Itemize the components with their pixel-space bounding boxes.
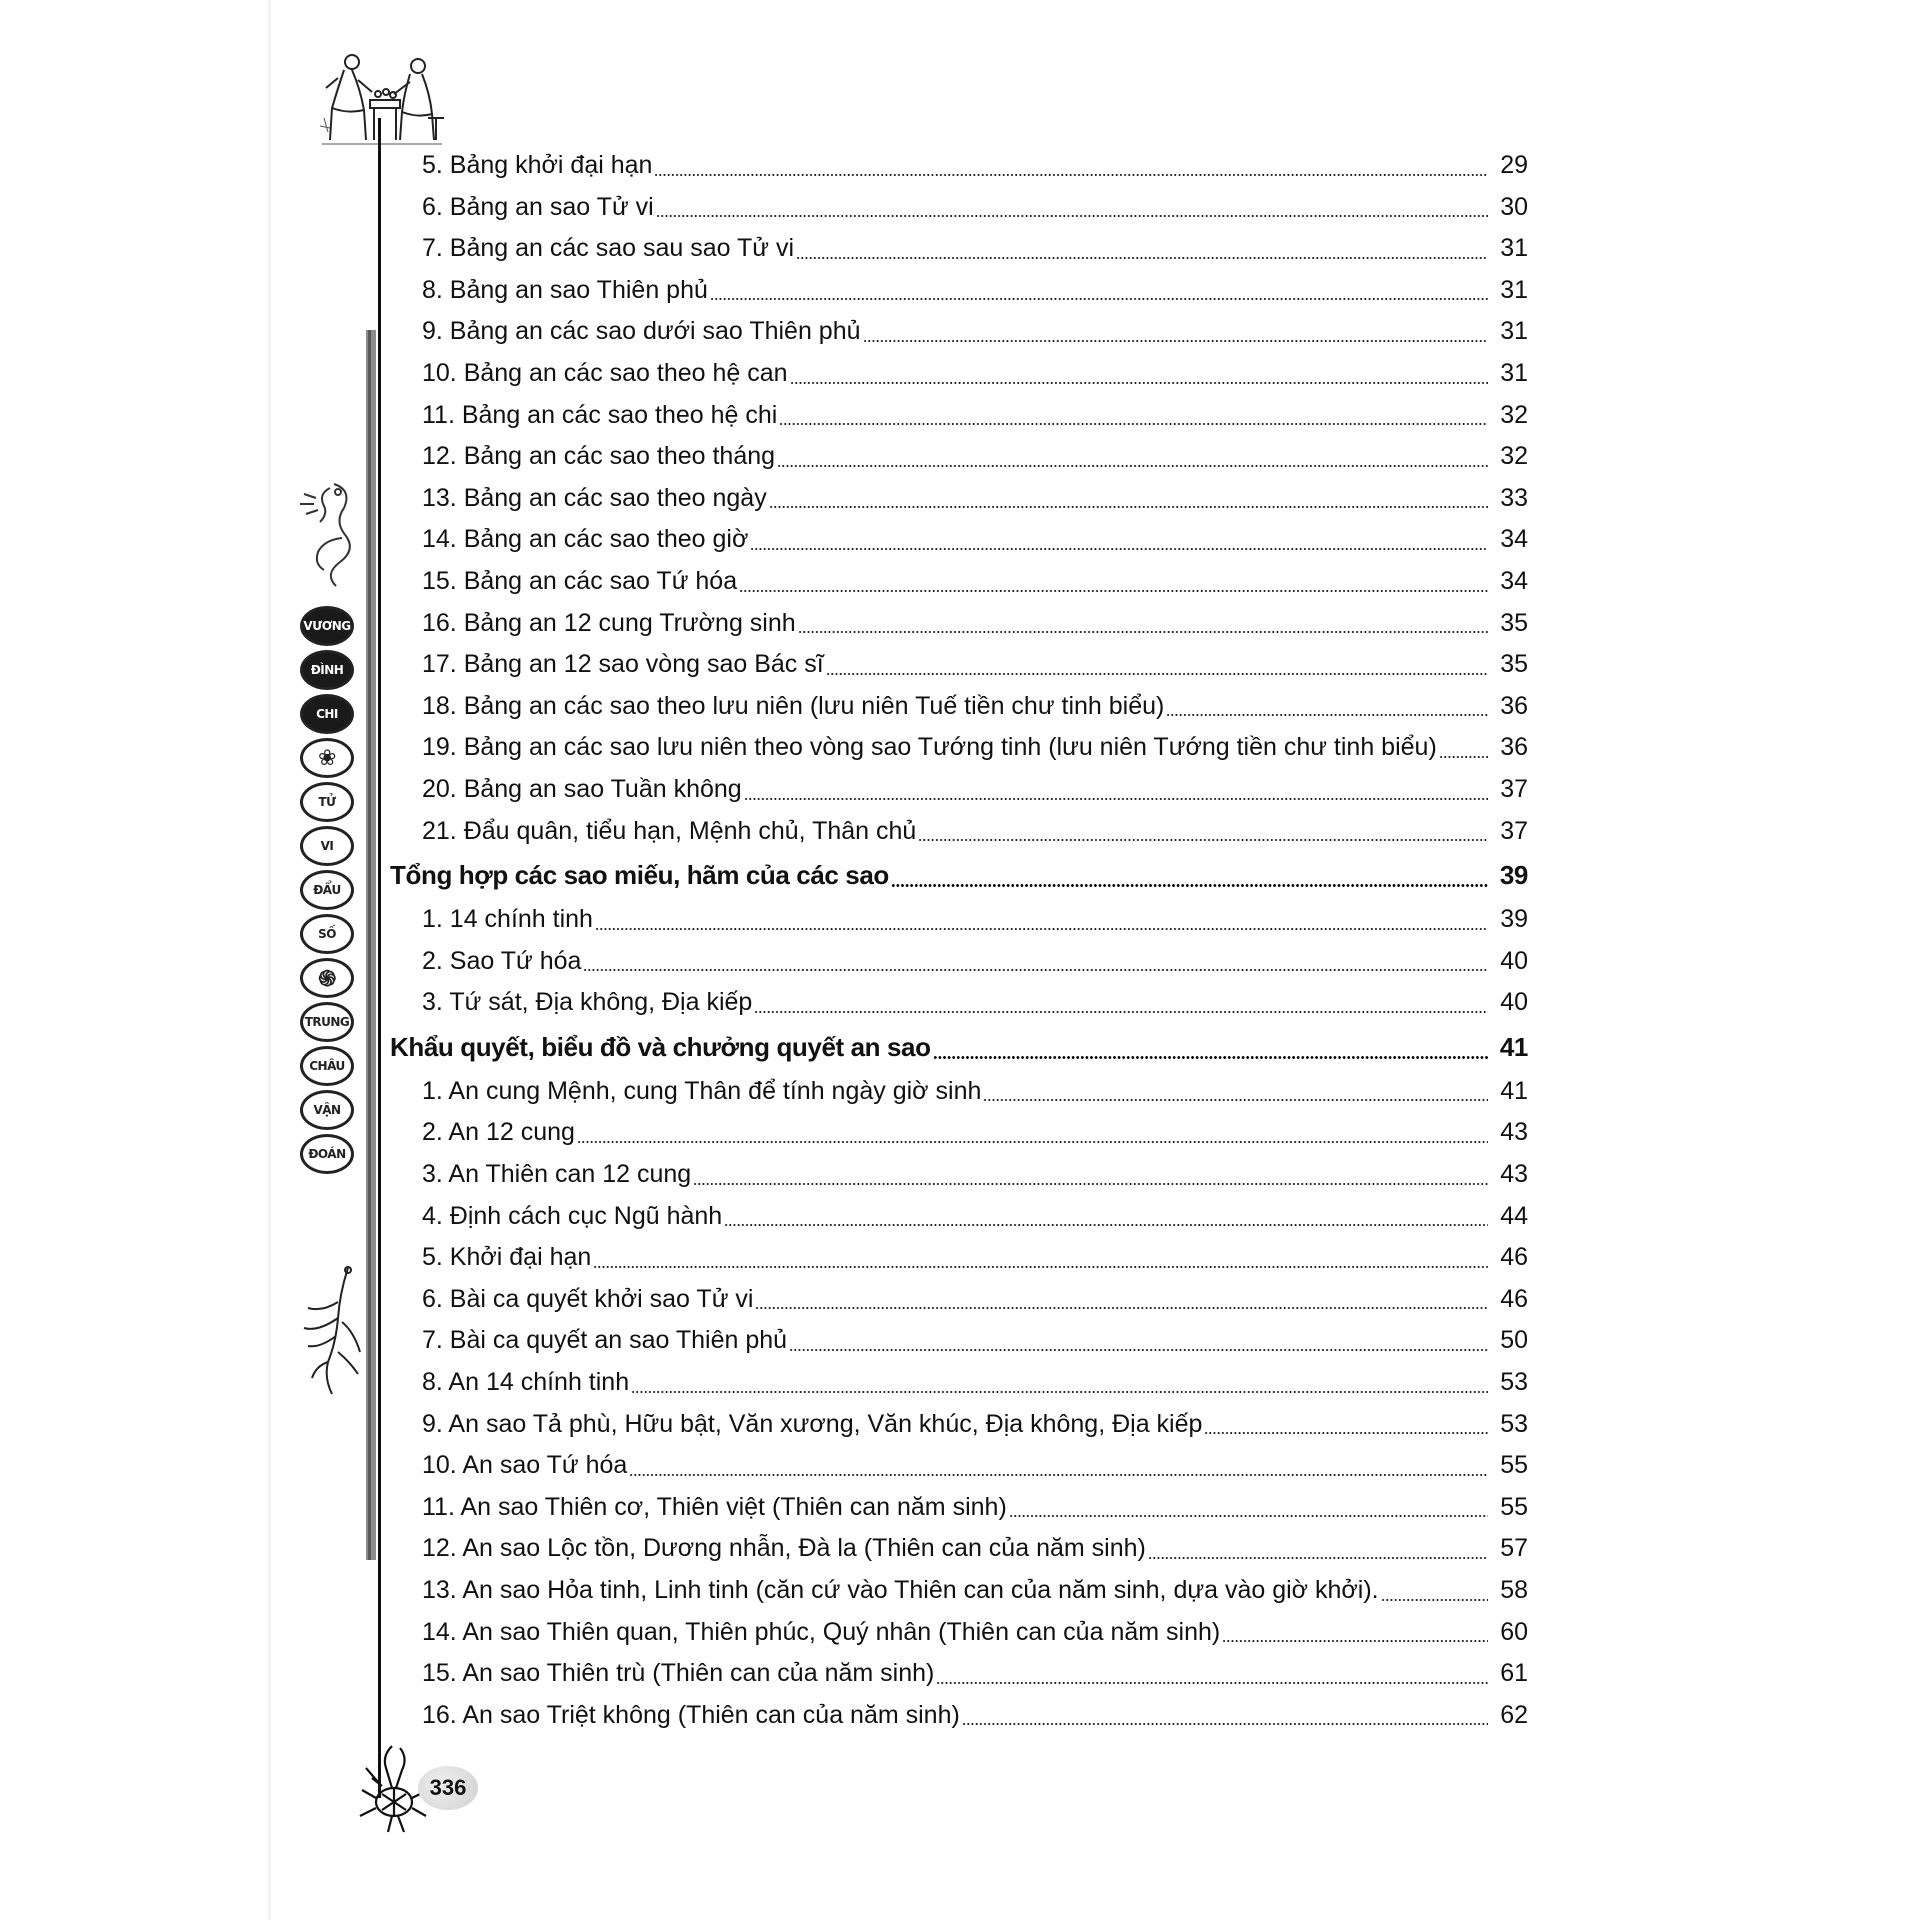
toc-entry-title: 17. Bảng an 12 sao vòng sao Bác sĩ: [422, 650, 824, 679]
dot-leader: [739, 590, 1488, 592]
sidebar-badges: [300, 606, 362, 1178]
toc-entry: [390, 1612, 1528, 1654]
toc-entry-page: 31: [1500, 317, 1528, 346]
toc-entry-page: 37: [1500, 774, 1528, 803]
dot-leader: [798, 631, 1488, 633]
sidebar-badge: ĐẨU: [300, 870, 354, 910]
toc-entry-title: 2. An 12 cung: [422, 1118, 575, 1147]
toc-entry-page: 58: [1500, 1576, 1528, 1604]
toc-entry-page: 40: [1500, 988, 1528, 1017]
toc-entry-page: 44: [1500, 1201, 1528, 1230]
toc-entry-page: 31: [1500, 234, 1528, 263]
sidebar-badge: TRUNG: [300, 1002, 354, 1042]
dot-leader: [656, 215, 1488, 217]
toc-entry-title: 18. Bảng an các sao theo lưu niên (lưu niên Tuế tiền chư tinh biểu): [422, 691, 1165, 720]
toc-entry-page: 36: [1500, 691, 1528, 720]
toc-entry-page: 37: [1500, 816, 1528, 845]
sidebar-badge: VẬN: [300, 1090, 354, 1130]
toc-entry: [390, 395, 1528, 437]
toc-entry-title: 16. Bảng an 12 cung Trường sinh: [422, 608, 796, 637]
sidebar-badge: CHÂU: [300, 1046, 354, 1086]
dragon-ornament-icon: [294, 478, 364, 590]
toc-entry: [390, 353, 1528, 395]
toc-entry: [390, 519, 1528, 561]
table-of-contents: [390, 145, 1528, 1736]
toc-entry-page: 35: [1500, 650, 1528, 679]
dot-leader: [769, 506, 1488, 508]
toc-entry-page: 55: [1500, 1451, 1528, 1480]
toc-entry: [390, 1404, 1528, 1446]
toc-entry: [390, 561, 1528, 603]
toc-entry: [390, 769, 1528, 811]
dot-leader: [826, 673, 1488, 675]
toc-entry: [390, 1445, 1528, 1487]
sidebar-badge: ĐOÁN: [300, 1134, 354, 1174]
toc-entry-title: 6. Bảng an sao Tử vi: [422, 192, 654, 221]
toc-entry: [390, 1362, 1528, 1404]
dot-leader: [750, 548, 1488, 550]
toc-entry-title: 21. Đẩu quân, tiểu hạn, Mệnh chủ, Thân chủ: [422, 816, 917, 845]
toc-entry-page: 32: [1500, 442, 1528, 471]
vertical-rule: [378, 118, 381, 1798]
toc-entry-page: 33: [1500, 483, 1528, 512]
toc-entry-page: 41: [1500, 1076, 1528, 1105]
toc-entry-title: 11. Bảng an các sao theo hệ chi: [422, 400, 778, 429]
toc-entry-page: 50: [1500, 1326, 1528, 1355]
page-number: [418, 1766, 478, 1810]
toc-entry: [390, 1112, 1528, 1154]
toc-entry-title: Tổng hợp các sao miếu, hãm của các sao: [390, 860, 889, 891]
toc-entry-title: 5. Khởi đại hạn: [422, 1243, 592, 1272]
toc-entry-page: 60: [1500, 1617, 1528, 1646]
dragon-emblem-icon: ֍: [300, 958, 354, 998]
toc-entry: [390, 899, 1528, 941]
toc-entry-title: 20. Bảng an sao Tuần không: [422, 774, 742, 803]
dot-leader: [744, 798, 1488, 800]
dot-leader: [1148, 1557, 1488, 1559]
toc-entry-page: 55: [1500, 1492, 1528, 1521]
toc-entry: [390, 1071, 1528, 1113]
dot-leader: [863, 340, 1488, 342]
toc-entry-page: 46: [1500, 1243, 1528, 1272]
toc-entry-page: 43: [1500, 1118, 1528, 1147]
toc-entry: [390, 941, 1528, 983]
toc-entry-title: 14. Bảng an các sao theo giờ: [422, 525, 749, 554]
toc-entry: [390, 1570, 1528, 1612]
toc-entry: [390, 1653, 1528, 1695]
dot-leader: [1381, 1599, 1488, 1601]
toc-entry-page: 31: [1500, 275, 1528, 304]
toc-entry-title: 10. An sao Tứ hóa: [422, 1451, 628, 1480]
dot-leader: [583, 969, 1488, 971]
dot-leader: [790, 382, 1488, 384]
toc-entry: [390, 1320, 1528, 1362]
toc-entry-title: 7. Bảng an các sao sau sao Tử vi: [422, 234, 795, 263]
toc-entry: [390, 228, 1528, 270]
toc-entry-title: 13. Bảng an các sao theo ngày: [422, 483, 767, 512]
toc-entry-page: 53: [1500, 1409, 1528, 1438]
toc-entry-title: 12. An sao Lộc tồn, Dương nhẫn, Đà la (Thiên can của năm sinh): [422, 1534, 1146, 1563]
toc-entry: [390, 1154, 1528, 1196]
toc-entry-title: 15. An sao Thiên trù (Thiên can của năm sinh): [422, 1659, 935, 1688]
dot-leader: [789, 1349, 1488, 1351]
toc-entry-title: 15. Bảng an các sao Tứ hóa: [422, 566, 738, 595]
toc-entry-page: 53: [1500, 1368, 1528, 1397]
toc-entry-page: 39: [1500, 905, 1528, 934]
dot-leader: [777, 465, 1488, 467]
toc-entry: [390, 1528, 1528, 1570]
dot-leader: [1009, 1515, 1488, 1517]
scholars-playing-chess-icon: [318, 48, 446, 148]
toc-section-heading: [390, 1024, 1528, 1071]
toc-entry-title: 12. Bảng an các sao theo tháng: [422, 442, 776, 471]
toc-entry-page: 29: [1500, 151, 1528, 179]
toc-entry-page: 34: [1500, 525, 1528, 554]
toc-entry-page: 46: [1500, 1284, 1528, 1313]
dot-leader: [1166, 714, 1488, 716]
sidebar-badge: VI: [300, 826, 354, 866]
toc-entry-title: 5. Bảng khởi đại hạn: [422, 151, 653, 179]
toc-entry-title: 8. An 14 chính tinh: [422, 1368, 630, 1397]
toc-entry-page: 61: [1500, 1659, 1528, 1688]
toc-entry-page: 57: [1500, 1534, 1528, 1563]
page-edge: [268, 0, 271, 1920]
dot-leader: [1204, 1432, 1488, 1434]
toc-entry: [390, 603, 1528, 645]
toc-entry: [390, 644, 1528, 686]
toc-entry-title: 6. Bài ca quyết khởi sao Tử vi: [422, 1284, 754, 1313]
dot-leader: [962, 1723, 1488, 1725]
toc-entry-title: 3. Tứ sát, Địa không, Địa kiếp: [422, 988, 753, 1017]
dot-leader: [933, 1056, 1488, 1059]
toc-entry: [390, 686, 1528, 728]
toc-entry-title: 3. An Thiên can 12 cung: [422, 1160, 692, 1189]
dot-leader: [593, 1266, 1488, 1268]
toc-entry: [390, 1279, 1528, 1321]
dot-leader: [983, 1099, 1488, 1101]
toc-entry: [390, 436, 1528, 478]
dot-leader: [891, 884, 1488, 887]
sidebar-badge: CHI: [300, 694, 354, 734]
toc-entry-title: 9. An sao Tả phù, Hữu bật, Văn xương, Văn khúc, Địa không, Địa kiếp: [422, 1409, 1203, 1438]
toc-section-heading: [390, 852, 1528, 899]
dot-leader: [1222, 1640, 1488, 1642]
toc-entry-title: 11. An sao Thiên cơ, Thiên việt (Thiên can năm sinh): [422, 1492, 1007, 1521]
phoenix-ornament-icon: [298, 1262, 368, 1402]
dot-leader: [779, 423, 1488, 425]
toc-entry-page: 30: [1500, 192, 1528, 221]
dot-leader: [629, 1474, 1488, 1476]
dot-leader: [754, 1011, 1488, 1013]
sidebar-badge: VƯƠNG: [300, 606, 354, 646]
toc-entry-title: 10. Bảng an các sao theo hệ can: [422, 358, 788, 387]
toc-entry-page: 40: [1500, 946, 1528, 975]
dot-leader: [577, 1141, 1488, 1143]
toc-entry-page: 41: [1499, 1031, 1528, 1062]
dot-leader: [755, 1307, 1488, 1309]
toc-entry-title: 13. An sao Hỏa tinh, Linh tinh (căn cứ vào Thiên can của năm sinh, dựa vào giờ khởi).: [422, 1576, 1379, 1604]
toc-entry: [390, 145, 1528, 187]
sidebar-badge: SỐ: [300, 914, 354, 954]
dot-leader: [724, 1224, 1488, 1226]
toc-entry: [390, 478, 1528, 520]
toc-entry: [390, 1695, 1528, 1737]
toc-entry-title: 8. Bảng an sao Thiên phủ: [422, 275, 708, 304]
toc-entry-title: 19. Bảng an các sao lưu niên theo vòng sao Tướng tinh (lưu niên Tướng tiền chư tinh biểu): [422, 733, 1437, 762]
dot-leader: [654, 174, 1488, 176]
dot-leader: [631, 1391, 1488, 1393]
dot-leader: [595, 928, 1488, 930]
dot-leader: [710, 298, 1488, 300]
dot-leader: [918, 839, 1488, 841]
toc-entry: [390, 1487, 1528, 1529]
toc-entry: [390, 727, 1528, 769]
dot-leader: [693, 1183, 1488, 1185]
toc-entry-title: 1. An cung Mệnh, cung Thân để tính ngày giờ sinh: [422, 1076, 982, 1105]
dot-leader: [936, 1682, 1488, 1684]
toc-entry-page: 62: [1500, 1700, 1528, 1729]
toc-entry-title: 2. Sao Tứ hóa: [422, 946, 582, 975]
toc-entry-page: 39: [1499, 860, 1528, 891]
toc-entry-page: 43: [1500, 1160, 1528, 1189]
toc-entry: [390, 1237, 1528, 1279]
toc-entry-page: 32: [1500, 400, 1528, 429]
toc-entry-title: 14. An sao Thiên quan, Thiên phúc, Quý nhân (Thiên can của năm sinh): [422, 1617, 1221, 1646]
toc-entry: [390, 270, 1528, 312]
toc-entry-page: 35: [1500, 608, 1528, 637]
toc-entry-title: Khẩu quyết, biểu đồ và chưởng quyết an sao: [390, 1031, 931, 1062]
toc-entry: [390, 982, 1528, 1024]
toc-entry: [390, 187, 1528, 229]
sidebar-badge: ĐÌNH: [300, 650, 354, 690]
sidebar-badge: TỬ: [300, 782, 354, 822]
dot-leader: [1439, 756, 1488, 758]
vertical-band-inner: [368, 330, 371, 1560]
dot-leader: [796, 257, 1488, 259]
toc-entry: [390, 1196, 1528, 1238]
toc-entry: [390, 811, 1528, 853]
toc-entry-title: 4. Định cách cục Ngũ hành: [422, 1201, 723, 1230]
toc-entry-page: 31: [1500, 358, 1528, 387]
toc-entry: [390, 311, 1528, 353]
toc-entry-title: 9. Bảng an các sao dưới sao Thiên phủ: [422, 317, 861, 346]
toc-entry-title: 1. 14 chính tinh: [422, 905, 593, 934]
toc-entry-title: 16. An sao Triệt không (Thiên can của năm sinh): [422, 1700, 960, 1729]
page-number-label: 336: [429, 1775, 467, 1800]
toc-entry-title: 7. Bài ca quyết an sao Thiên phủ: [422, 1326, 788, 1355]
toc-entry-page: 34: [1500, 566, 1528, 595]
ornament-emblem-icon: ❀: [300, 738, 354, 778]
toc-entry-page: 36: [1500, 733, 1528, 762]
